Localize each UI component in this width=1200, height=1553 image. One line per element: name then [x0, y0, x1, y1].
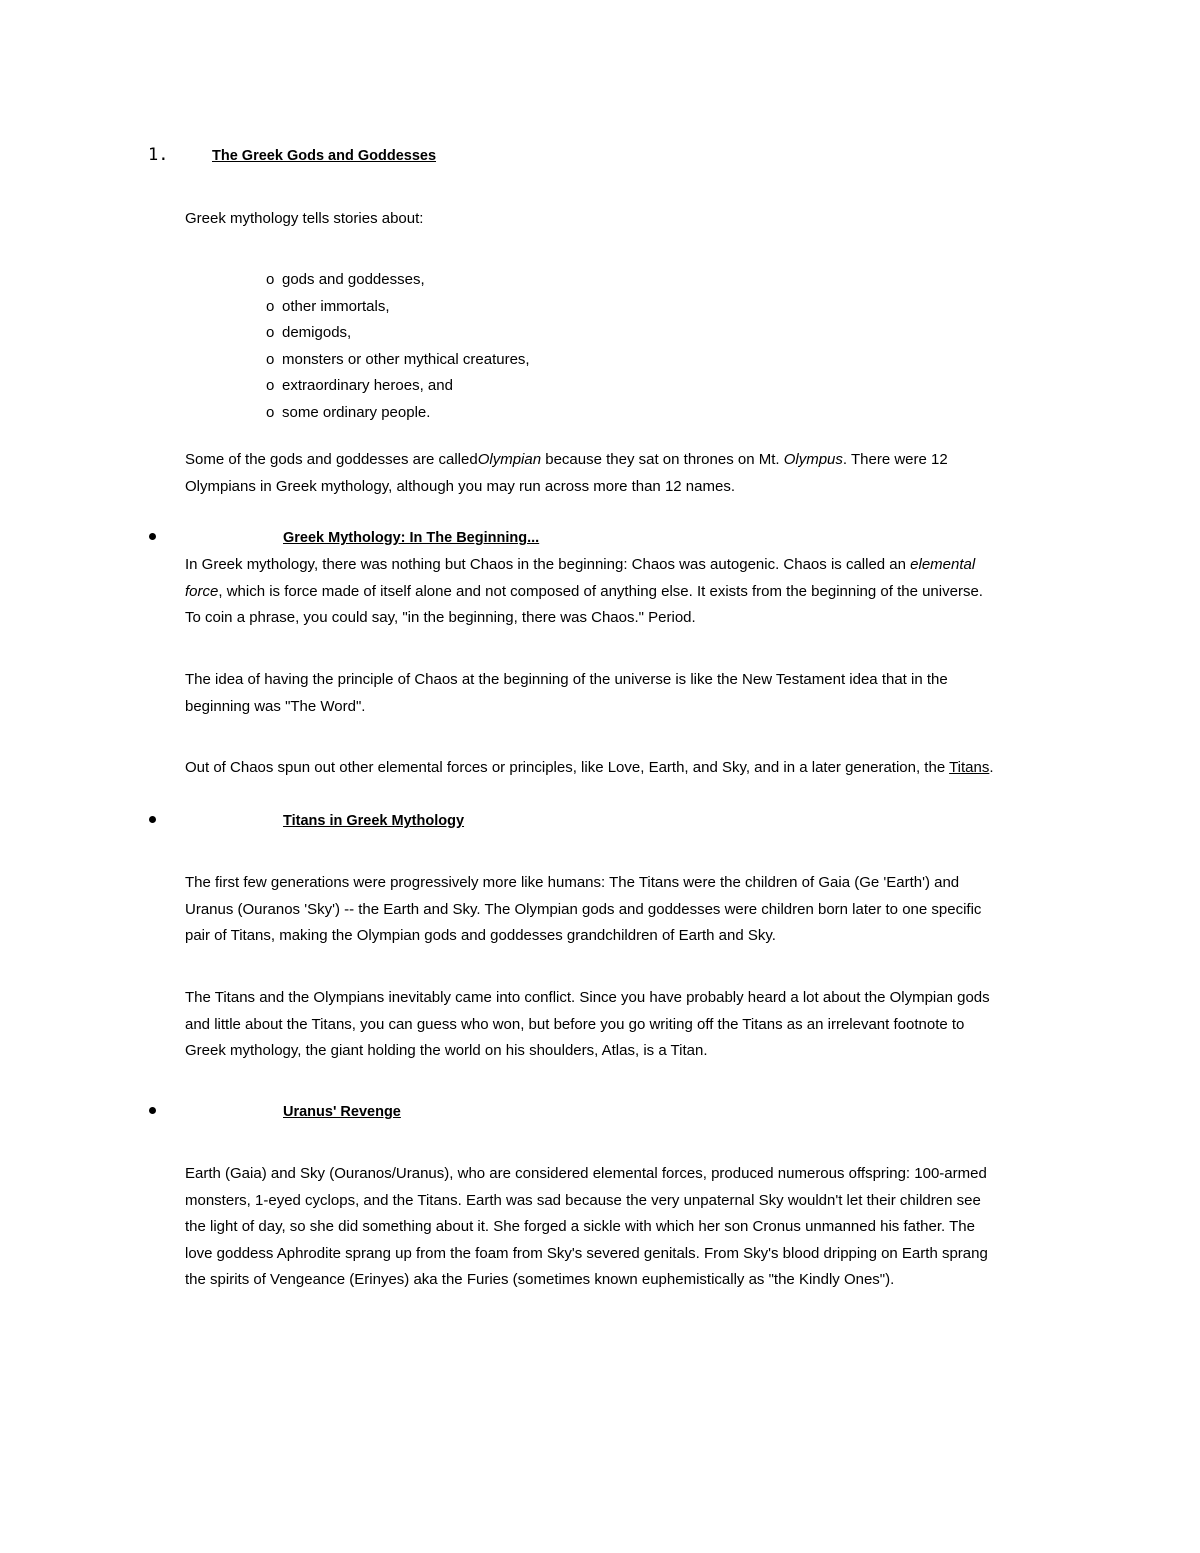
intro-text: Greek mythology tells stories about: — [185, 210, 424, 227]
list-item-text: other immortals, — [282, 297, 390, 315]
list-marker: o — [266, 403, 275, 421]
list-item — [266, 373, 530, 400]
bullet-icon — [149, 816, 156, 823]
list-item-text: gods and goddesses, — [282, 271, 425, 288]
list-item-text: some ordinary people. — [282, 403, 431, 421]
bullet-icon — [149, 533, 156, 540]
list-marker: o — [266, 377, 275, 394]
titans-link[interactable]: Titans — [949, 759, 990, 776]
bullet-icon — [149, 1107, 156, 1114]
chaos-paragraph: In Greek mythology, there was nothing but Chaos in the beginning: Chaos was autogenic. Chaos is called an elemental force, which is force made of itself alone and not composed of anything else. It exists from the beginning of the universe. To coin a phrase, you could say, "in the beginning, there was Chaos." Period. — [185, 556, 983, 626]
list-marker: o — [266, 297, 275, 315]
section-heading-beginning: Greek Mythology: In The Beginning... — [283, 530, 540, 546]
section-heading-revenge: Uranus' Revenge — [283, 1104, 401, 1120]
revenge-paragraph: Earth (Gaia) and Sky (Ouranos/Uranus), who are considered elemental forces, produced numerous offspring: 100-armed monsters, 1-eyed cyclops, and the Titans. Earth was sad because the very unpaternal Sky wouldn't let their children see the light of day, so she did something about it. She forged a sickle with which her son Cronus unmanned his father. The love goddess Aphrodite sprang up from the foam from Sky's severed genitals. From Sky's blood dripping on Earth sprang the spirits of Vengeance (Erinyes) aka the Furies (sometimes known euphemistically as "the Kindly Ones"). — [185, 1165, 988, 1288]
list-item-text: monsters or other mythical creatures, — [282, 350, 530, 368]
section-heading-titans: Titans in Greek Mythology — [283, 813, 465, 829]
list-item — [266, 320, 530, 347]
titans-paragraph-1: The first few generations were progressively more like humans: The Titans were the children of Gaia (Ge 'Earth') and Uranus (Ouranos 'Sky') -- the Earth and Sky. The Olympian gods and goddesses were children born later to one specific pair of Titans, making the Olympian gods and goddesses grandchildren of Earth and Sky. — [185, 874, 982, 944]
titans-paragraph-2: The Titans and the Olympians inevitably came into conflict. Since you have probably heard a lot about the Olympian gods and little about the Titans, you can guess who won, but before you go writing off the Titans as an irrelevant footnote to Greek mythology, the giant holding the world on his shoulders, Atlas, is a Titan. — [185, 989, 990, 1059]
list-marker: o — [266, 324, 275, 341]
list-item — [266, 294, 530, 321]
list-item — [266, 400, 530, 427]
list-item — [266, 267, 530, 294]
olympian-paragraph: Some of the gods and goddesses are calledOlympian because they sat on thrones on Mt. Olympus. There were 12 Olympians in Greek mythology, although you may run across more than 12 names. — [185, 451, 948, 495]
list-item-text: demigods, — [282, 324, 352, 341]
out-of-chaos-paragraph: Out of Chaos spun out other elemental forces or principles, like Love, Earth, and Sky, and in a later generation, the Titans. — [185, 759, 994, 776]
list-marker: o — [266, 350, 275, 368]
topic-list — [266, 267, 530, 426]
list-item-text: extraordinary heroes, and — [282, 377, 453, 394]
list-marker: o — [266, 271, 275, 288]
list-item — [266, 347, 530, 374]
new-testament-paragraph: The idea of having the principle of Chaos at the beginning of the universe is like the New Testament idea that in the beginning was "The Word". — [185, 671, 948, 715]
section-number: 1. — [148, 145, 169, 165]
section-title: The Greek Gods and Goddesses — [212, 148, 437, 164]
